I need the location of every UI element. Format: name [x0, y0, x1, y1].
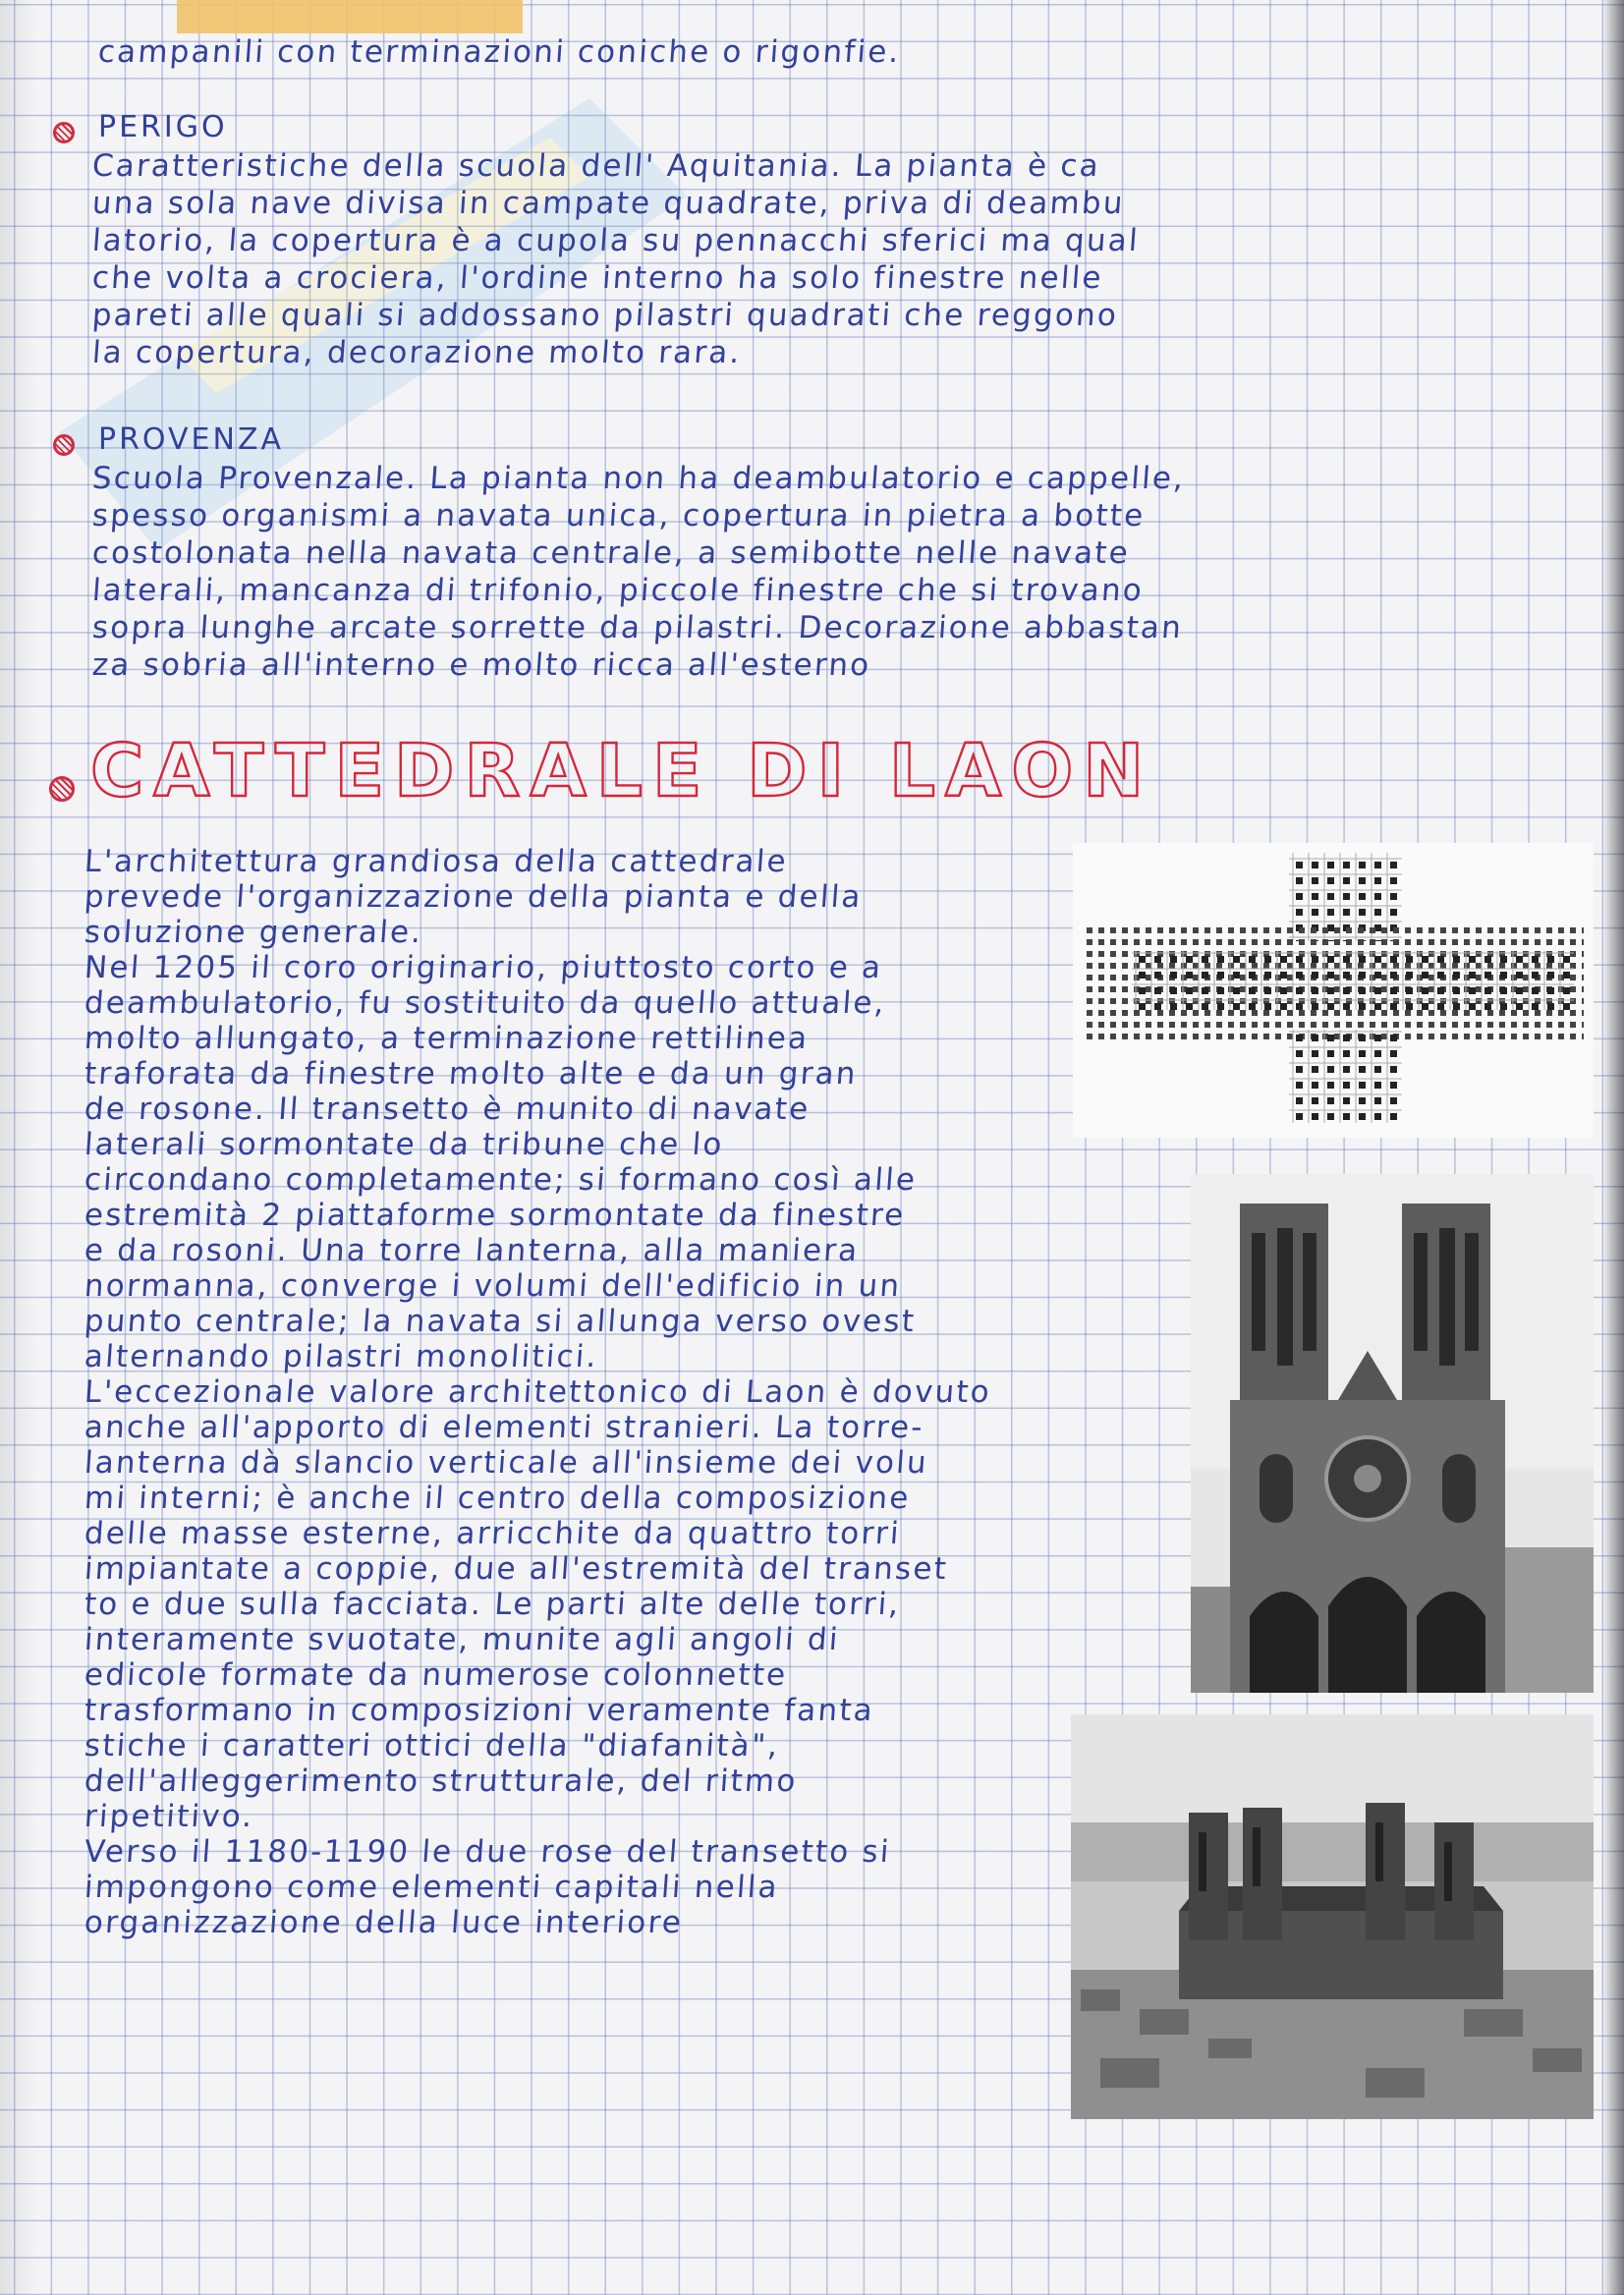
text-line: molto allungato, a terminazione rettilinea: [83, 1021, 811, 1056]
text-line: L'eccezionale valore architettonico di Laon è dovuto: [83, 1374, 993, 1410]
cathedral-aerial-photo: [1071, 1714, 1594, 2119]
perigo-heading: PERIGO: [98, 110, 228, 144]
text-line: delle masse esterne, arricchite da quattro torri: [83, 1516, 902, 1551]
text-line: de rosone. Il transetto è munito di navate: [83, 1092, 812, 1127]
text-line: costolonata nella navata centrale, a semibotte nelle navate: [90, 535, 1132, 571]
text-line: Scuola Provenzale. La pianta non ha deambulatorio e cappelle,: [90, 461, 1187, 496]
floorplan-image: [1073, 843, 1594, 1138]
text-line: deambulatorio, fu sostituito da quello attuale,: [83, 985, 887, 1021]
text-line: to e due sulla facciata. Le parti alte delle torri,: [83, 1587, 902, 1622]
bullet-icon: [53, 434, 75, 456]
text-line: la copertura, decorazione molto rara.: [90, 335, 743, 370]
text-line: lanterna dà slancio verticale all'insieme dei volu: [83, 1445, 930, 1481]
text-line: ripetitivo.: [83, 1799, 255, 1834]
text-line: una sola nave divisa in campate quadrate, priva di deambu: [90, 186, 1126, 221]
text-line: organizzazione della luce interiore: [83, 1905, 685, 1940]
text-line: interamente svuotate, munite agli angoli di: [83, 1622, 841, 1657]
text-line: punto centrale; la navata si allunga verso ovest: [83, 1304, 918, 1339]
text-line: Nel 1205 il coro originario, piuttosto corto e a: [83, 950, 884, 985]
text-line: alternando pilastri monolitici.: [83, 1339, 599, 1374]
text-line: prevede l'organizzazione della pianta e della: [83, 879, 864, 915]
text-line: normanna, converge i volumi dell'edificio in un: [83, 1268, 903, 1304]
text-line: circondano completamente; si formano così alle: [83, 1162, 919, 1198]
text-line: traforata da finestre molto alte e da un gran: [83, 1056, 859, 1092]
text-line: impiantate a coppie, due all'estremità del transet: [83, 1551, 950, 1587]
text-line: impongono come elementi capitali nella: [83, 1870, 781, 1905]
bullet-icon: [53, 122, 75, 143]
text-line: sopra lunghe arcate sorrette da pilastri. Decorazione abbastan: [90, 610, 1185, 645]
text-line: L'architettura grandiosa della cattedrale: [83, 844, 790, 879]
text-line: soluzione generale.: [83, 915, 424, 950]
text-line: spesso organismi a navata unica, copertura in pietra a botte: [90, 498, 1147, 533]
cathedral-facade-photo: [1191, 1174, 1594, 1693]
text-line: anche all'apporto di elementi stranieri. La torre-: [83, 1410, 925, 1445]
text-line: che volta a crociera, l'ordine interno ha solo finestre nelle: [90, 260, 1105, 296]
text-line: stiche i caratteri ottici della "diafanità",: [83, 1728, 781, 1763]
text-line: edicole formate da numerose colonnette: [83, 1657, 789, 1693]
text-line: e da rosoni. Una torre lanterna, alla maniera: [83, 1233, 861, 1268]
text-line: trasformano in composizioni veramente fanta: [83, 1693, 876, 1728]
text-line: laterali sormontate da tribune che lo: [83, 1127, 725, 1162]
text-line: pareti alle quali si addossano pilastri quadrati che reggono: [90, 298, 1120, 333]
masking-tape: [177, 0, 523, 33]
text-line: za sobria all'interno e molto ricca all'esterno: [90, 647, 872, 683]
text-line: estremità 2 piattaforme sormontate da finestre: [83, 1198, 907, 1233]
top-line: campanili con terminazioni coniche o rigonfie.: [96, 34, 902, 70]
text-line: latorio, la copertura è a cupola su pennacchi sferici ma qual: [90, 223, 1142, 258]
provenza-heading: PROVENZA: [98, 422, 285, 457]
text-line: dell'alleggerimento strutturale, del ritmo: [83, 1763, 799, 1799]
text-line: mi interni; è anche il centro della composizione: [83, 1481, 912, 1516]
text-line: Caratteristiche della scuola dell' Aquitania. La pianta è ca: [90, 148, 1102, 184]
text-line: laterali, mancanza di trifonio, piccole finestre che si trovano: [90, 573, 1146, 608]
bullet-icon: [49, 776, 75, 802]
laon-title: CATTEDRALE DI LAON: [90, 729, 1154, 813]
text-line: Verso il 1180-1190 le due rose del transetto si: [83, 1834, 892, 1870]
